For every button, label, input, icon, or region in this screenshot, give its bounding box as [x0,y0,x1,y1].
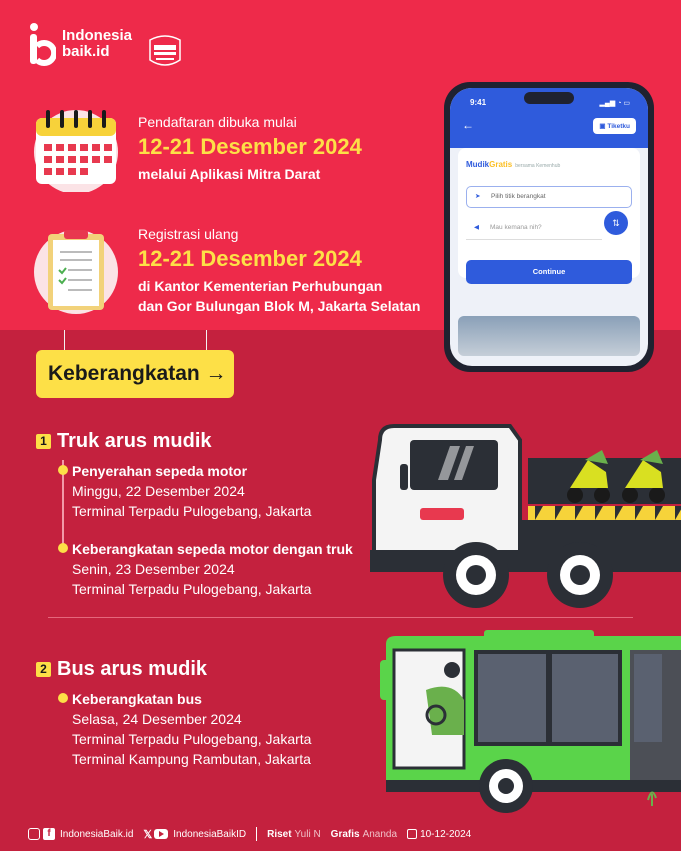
grafis-value: Ananda [362,828,398,840]
item-title: Keberangkatan bus [72,691,202,707]
back-arrow-icon[interactable]: ← [462,118,474,132]
status-icons: ▂▄▆ ◔ ▭ [599,100,630,107]
section-number: 1 [36,434,51,449]
riset-value: Yuli N [294,828,321,840]
reregistration-place-line2: dan Gor Bulungan Blok M, Jakarta Selatan [138,298,421,314]
swap-button[interactable]: ⇅ [604,211,628,235]
status-time: 9:41 [470,98,487,107]
grafis-label: Grafis [330,828,360,840]
app-tag: bersama Kemenhub [515,163,561,169]
item-title: Penyerahan sepeda motor [72,463,248,479]
reregistration-place-line1: di Kantor Kementerian Perhubungan [138,278,383,294]
booking-card [458,148,640,278]
wsis-award-badge-icon [146,32,184,70]
hanger-line-left [64,330,65,352]
registration-info [138,114,362,184]
section-title-text: Truk arus mudik [57,430,212,452]
item-line: Terminal Terpadu Pulogebang, Jakarta [72,731,312,747]
logo-line2: baik.id [62,43,110,60]
app-header [450,88,648,148]
from-icon: ➤ [475,193,481,200]
section-bus-title [36,658,207,681]
keberangkatan-label: Keberangkatan → [36,350,234,398]
footer-separator [256,827,257,841]
registration-via: melalui Aplikasi Mitra Darat [138,166,321,182]
riset-label: Riset [267,828,292,840]
timeline-item [72,689,311,769]
app-screen [450,88,648,366]
app-name-b: Gratis [489,160,513,169]
timeline-dot [58,693,68,703]
banner-photo [458,316,640,356]
registration-lead: Pendaftaran dibuka mulai [138,114,297,130]
bus-illustration [366,630,681,815]
item-line: Selasa, 24 Desember 2024 [72,711,242,727]
logo-text [62,28,132,60]
footer-social1: IndonesiaBaik.id [60,828,134,840]
logo-line1: Indonesia [62,27,133,44]
phone-mockup [444,82,654,372]
from-placeholder: Pilih titik berangkat [491,193,546,200]
app-name [466,160,560,169]
item-line: Minggu, 22 Desember 2024 [72,483,245,499]
calendar-icon [30,108,122,192]
section-number: 2 [36,662,51,677]
to-field[interactable] [466,218,602,240]
facebook-icon[interactable]: f [43,828,55,840]
to-icon: ◀ [474,224,479,231]
reregistration-place [138,276,420,316]
x-icon[interactable]: 𝕏 [143,828,153,841]
footer-social2: IndonesiaBaikID [173,828,247,840]
ticket-icon: ▣ [599,123,608,130]
instagram-icon[interactable] [28,828,40,840]
section-divider [48,617,633,618]
to-placeholder: Mau kemana nih? [490,224,542,231]
phone-notch [524,92,574,104]
tiketku-label: Tiketku [607,123,630,130]
footer-date: 10-12-2024 [420,828,472,840]
registration-date: 12-21 Desember 2024 [138,134,362,159]
item-line: Terminal Kampung Rambutan, Jakarta [72,751,311,767]
continue-button[interactable]: Continue [466,260,632,284]
reregistration-date: 12-21 Desember 2024 [138,246,362,271]
section-truck-title [36,430,212,453]
item-title: Keberangkatan sepeda motor dengan truk [72,541,353,557]
app-name-a: Mudik [466,160,490,169]
timeline-dot [58,543,68,553]
timeline-item [72,461,311,521]
timeline-dot [58,465,68,475]
truck-illustration [370,420,681,615]
clipboard-icon [30,228,122,314]
calendar-small-icon [407,829,417,839]
from-field[interactable] [466,186,632,208]
reregistration-info [138,226,420,316]
item-line: Senin, 23 Desember 2024 [72,561,235,577]
logo-mark-icon [28,22,56,66]
section-title-text: Bus arus mudik [57,658,208,680]
timeline-item [72,539,353,599]
youtube-icon[interactable] [154,829,168,839]
indonesiabaik-logo [28,22,132,66]
item-line: Terminal Terpadu Pulogebang, Jakarta [72,581,312,597]
tiketku-button[interactable] [593,118,636,134]
reregistration-lead: Registrasi ulang [138,226,239,242]
footer [28,826,471,842]
hanger-line-right [206,330,207,352]
item-line: Terminal Terpadu Pulogebang, Jakarta [72,503,312,519]
